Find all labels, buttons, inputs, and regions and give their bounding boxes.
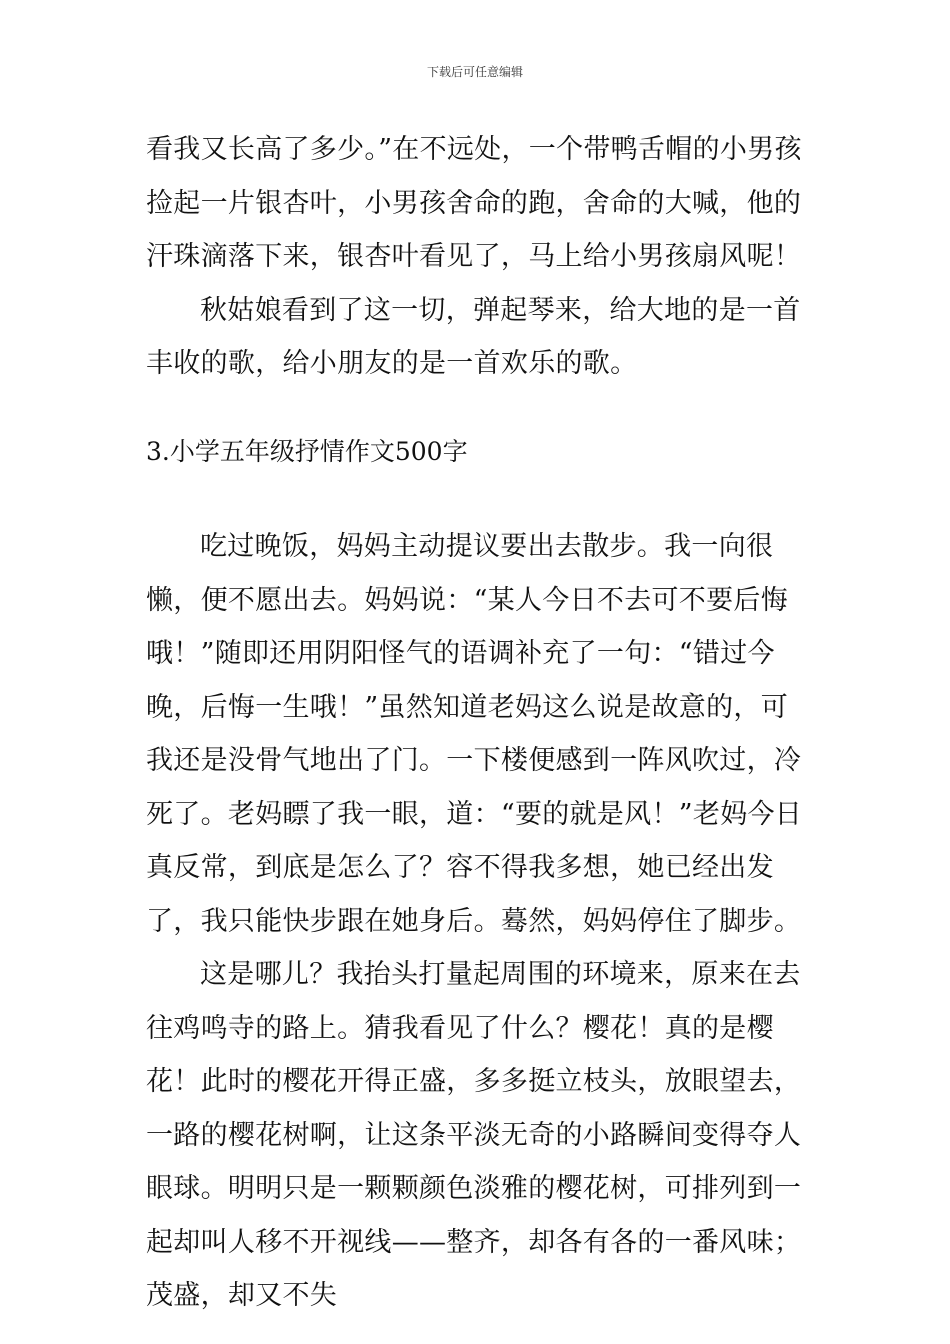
paragraph: 吃过晚饭，妈妈主动提议要出去散步。我一向很懒，便不愿出去。妈妈说：“某人今日不去可不要后悔哦！”随即还用阴阳怪气的语调补充了一句：“错过今晚，后悔一生哦！”虽然知道老妈这么说是故意的，可我还是没骨气地出了门。一下楼便感到一阵风吹过，冷死了。老妈瞟了我一眼，道：“要的就是风！”老妈今日真反常，到底是怎么了？容不得我多想，她已经出发了，我只能快步跟在她身后。蓦然，妈妈停住了脚步。 — [146, 531, 803, 937]
paragraph: 看我又长高了多少。”在不远处，一个带鸭舌帽的小男孩捡起一片银杏叶，小男孩舍命的跑，舍命的大喊，他的汗珠滴落下来，银杏叶看见了，马上给小男孩扇风呢！ — [146, 134, 802, 272]
text-block-main — [146, 520, 810, 1323]
text-block-top — [146, 123, 810, 391]
page-header: 下载后可任意编辑 — [426, 65, 523, 79]
section-heading: 3.小学五年级抒情作文500字 — [146, 437, 468, 466]
paragraph: 秋姑娘看到了这一切，弹起琴来，给大地的是一首丰收的歌，给小朋友的是一首欢乐的歌。 — [146, 294, 801, 379]
paragraph: 这是哪儿？我抬头打量起周围的环境来，原来在去往鸡鸣寺的路上。猜我看见了什么？樱花！真的是樱花！此时的樱花开得正盛，多多挺立枝头，放眼望去，一路的樱花树啊，让这条平淡无奇的小路瞬间变得夺人眼球。明明只是一颗颗颜色淡雅的樱花树，可排列到一起却叫人移不开视线——整齐，却各有各的一番风味；茂盛，却又不失 — [146, 959, 802, 1311]
